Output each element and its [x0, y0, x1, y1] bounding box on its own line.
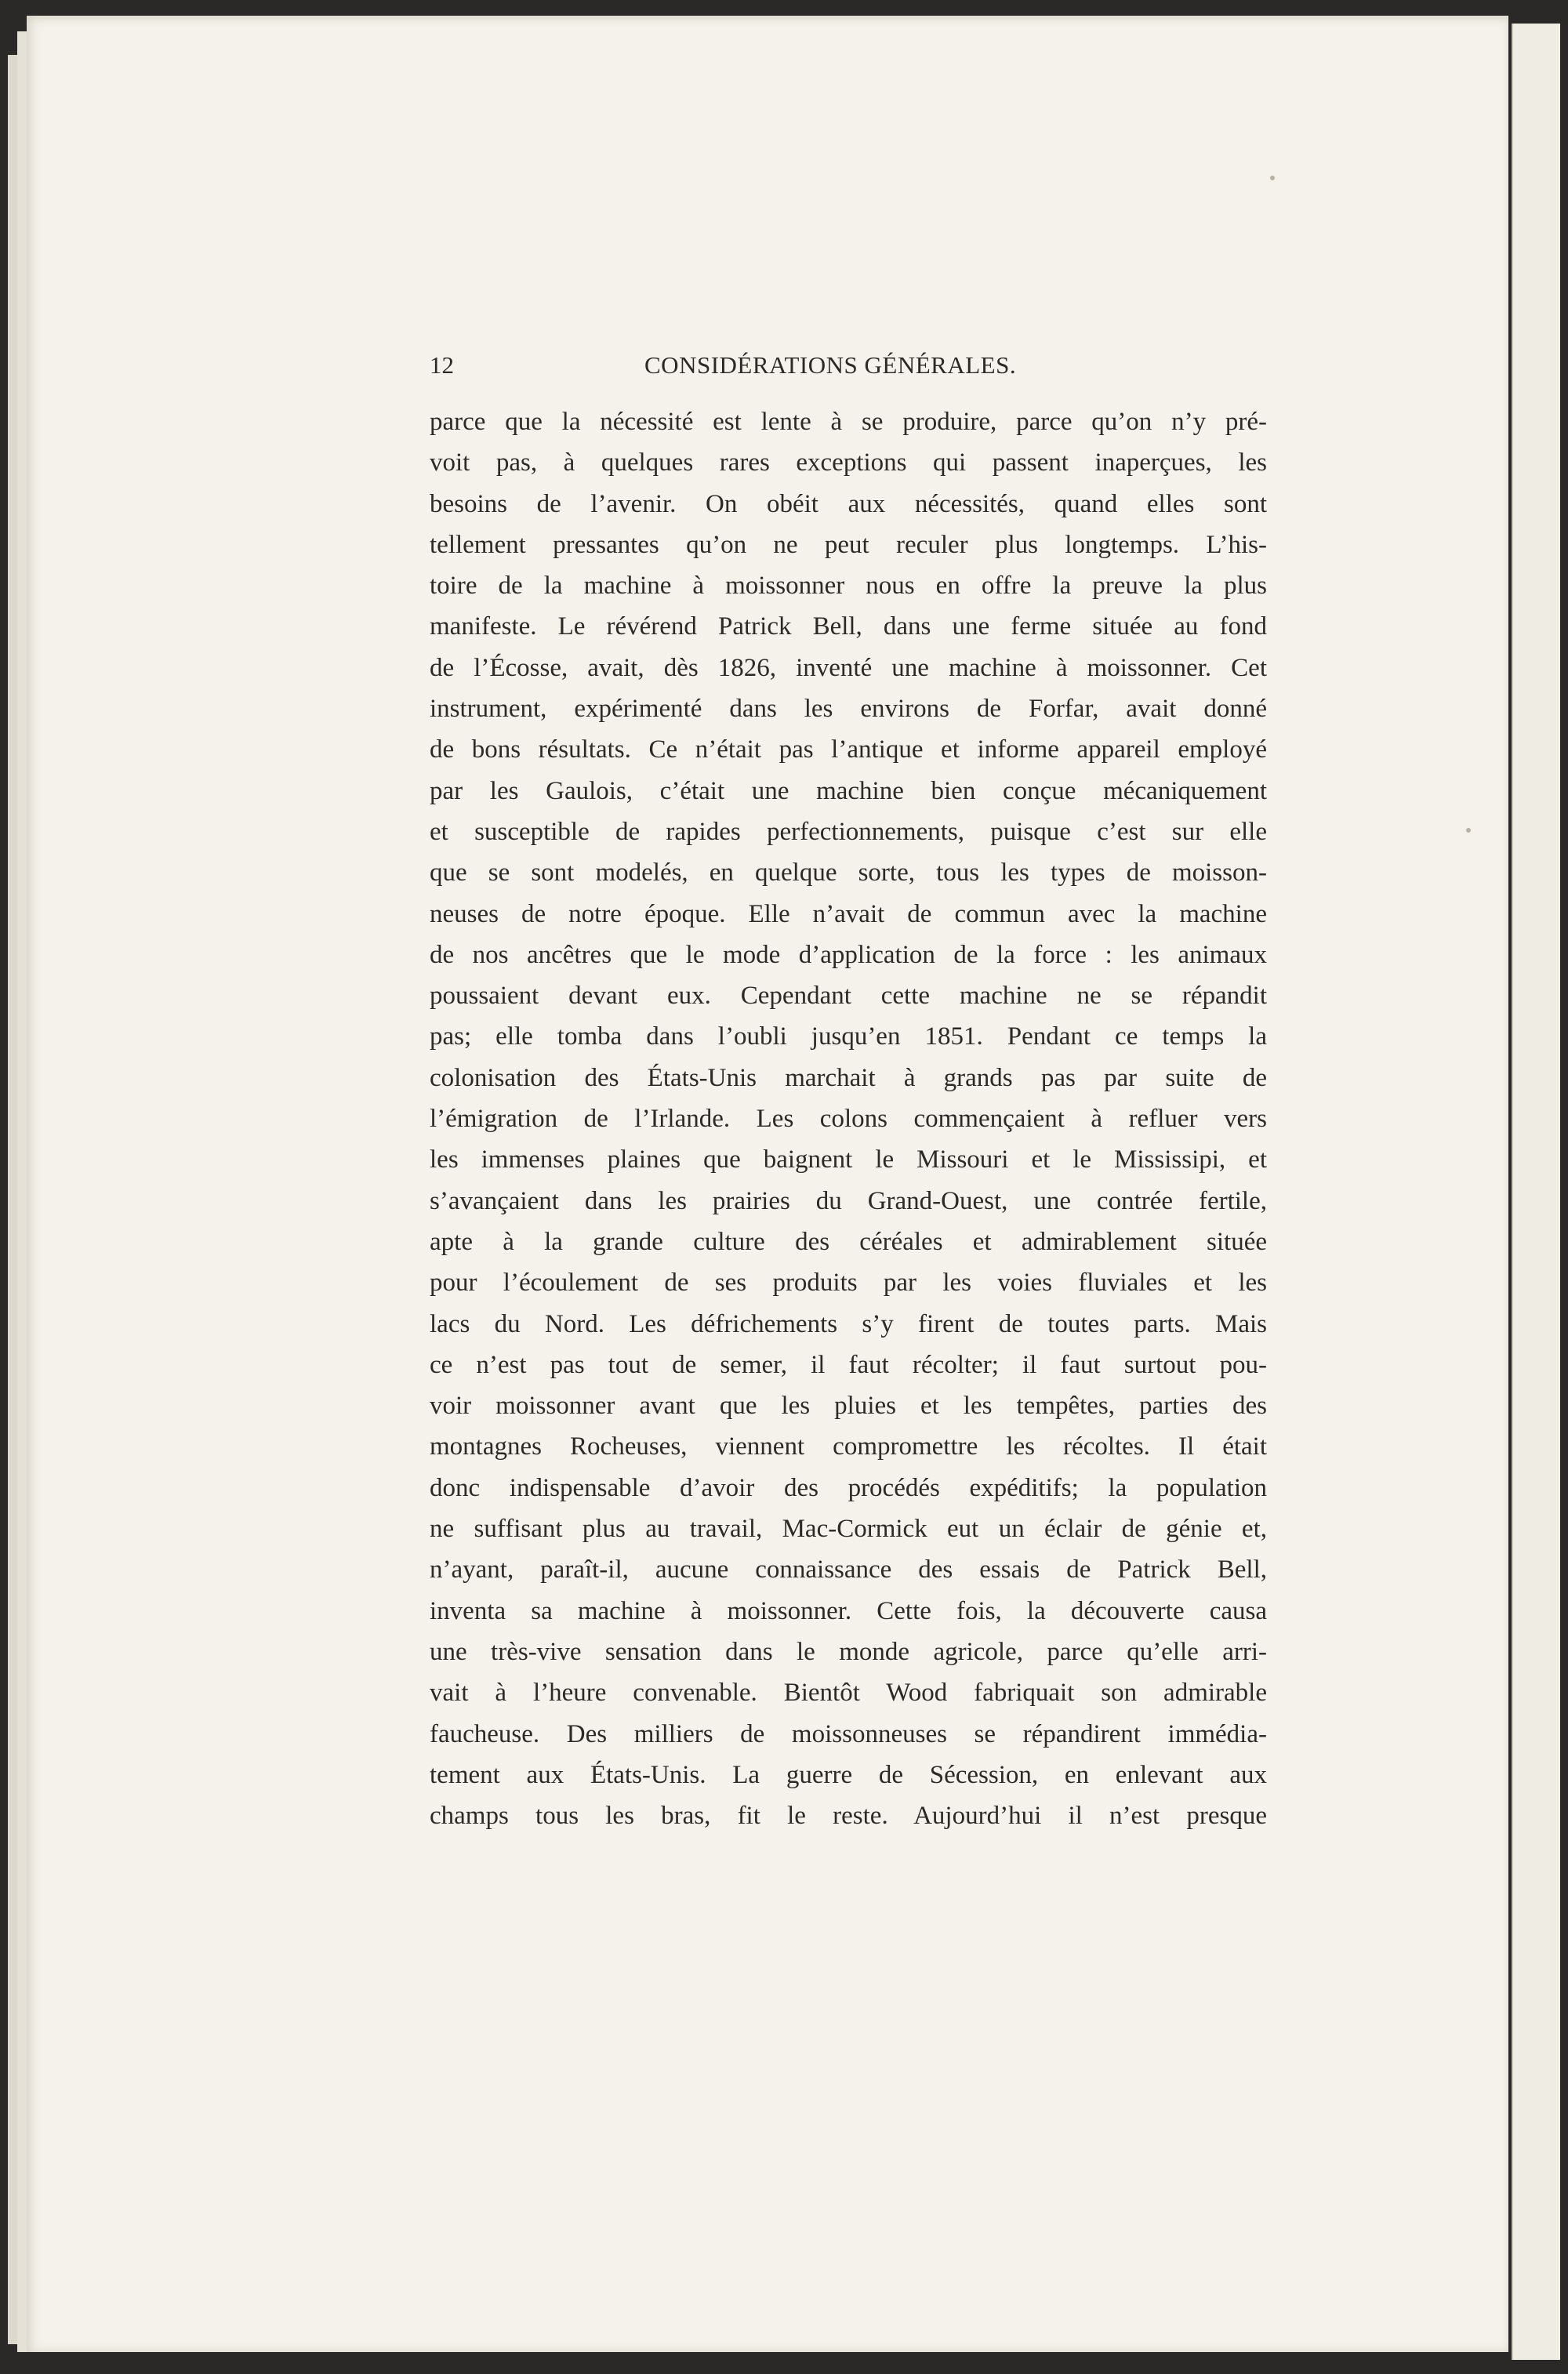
text-line: lacs du Nord. Les défrichements s’y firent de toutes parts. Mais: [430, 1309, 1267, 1338]
text-line: tement aux États-Unis. La guerre de Sécession, en enlevant aux: [430, 1760, 1267, 1789]
text-line: vait à l’heure convenable. Bientôt Wood fabriquait son admirable: [430, 1679, 1267, 1708]
body-text: [430, 401, 1267, 1836]
text-line: par les Gaulois, c’était une machine bien conçue mécaniquement: [430, 776, 1267, 805]
text-line: et susceptible de rapides perfectionnements, puisque c’est sur elle: [430, 817, 1267, 846]
text-line: pour l’écoulement de ses produits par les voies fluviales et les: [430, 1269, 1267, 1298]
text-line: apte à la grande culture des céréales et admirablement située: [430, 1227, 1267, 1256]
text-line: de l’Écosse, avait, dès 1826, inventé une machine à moissonner. Cet: [430, 653, 1267, 682]
text-line: n’ayant, paraît-il, aucune connaissance des essais de Patrick Bell,: [430, 1555, 1267, 1584]
text-line: une très-vive sensation dans le monde agricole, parce qu’elle arri-: [430, 1637, 1267, 1666]
paper-speck: [1466, 828, 1471, 833]
next-page-edge: [1512, 24, 1560, 2360]
text-line: que se sont modelés, en quelque sorte, tous les types de moisson-: [430, 858, 1267, 888]
text-line: manifeste. Le révérend Patrick Bell, dans une ferme située au fond: [430, 612, 1267, 641]
text-line: voit pas, à quelques rares exceptions qui passent inaperçues, les: [430, 448, 1267, 477]
text-line: voir moissonner avant que les pluies et les tempêtes, parties des: [430, 1392, 1267, 1421]
text-line: inventa sa machine à moissonner. Cette fois, la découverte causa: [430, 1596, 1267, 1625]
text-line: toire de la machine à moissonner nous en offre la preuve la plus: [430, 572, 1267, 601]
text-line: donc indispensable d’avoir des procédés expéditifs; la population: [430, 1473, 1267, 1502]
text-line: besoins de l’avenir. On obéit aux nécessités, quand elles sont: [430, 489, 1267, 518]
text-line: colonisation des États-Unis marchait à grands pas par suite de: [430, 1063, 1267, 1092]
running-head: CONSIDÉRATIONS GÉNÉRALES.: [644, 351, 1017, 379]
text-line: faucheuse. Des milliers de moissonneuses se répandirent immédia-: [430, 1719, 1267, 1748]
text-line: tellement pressantes qu’on ne peut reculer plus longtemps. L’his-: [430, 530, 1267, 559]
page-header: [430, 351, 1276, 390]
text-line: de bons résultats. Ce n’était pas l’antique et informe appareil employé: [430, 735, 1267, 764]
text-line: pas; elle tomba dans l’oubli jusqu’en 1851. Pendant ce temps la: [430, 1022, 1267, 1051]
text-line: de nos ancêtres que le mode d’application de la force : les animaux: [430, 940, 1267, 969]
text-line: champs tous les bras, fit le reste. Aujourd’hui il n’est presque: [430, 1802, 1267, 1831]
text-line: s’avançaient dans les prairies du Grand-Ouest, une contrée fertile,: [430, 1186, 1267, 1215]
text-line: les immenses plaines que baignent le Missouri et le Mississipi, et: [430, 1145, 1267, 1174]
text-line: poussaient devant eux. Cependant cette machine ne se répandit: [430, 982, 1267, 1011]
text-line: parce que la nécessité est lente à se produire, parce qu’on n’y pré-: [430, 408, 1267, 436]
text-line: montagnes Rocheuses, viennent compromettre les récoltes. Il était: [430, 1432, 1267, 1461]
text-line: ce n’est pas tout de semer, il faut récolter; il faut surtout pou-: [430, 1350, 1267, 1379]
text-line: neuses de notre époque. Elle n’avait de commun avec la machine: [430, 899, 1267, 928]
page-number: 12: [430, 351, 454, 379]
text-line: l’émigration de l’Irlande. Les colons commençaient à refluer vers: [430, 1105, 1267, 1134]
text-line: instrument, expérimenté dans les environs de Forfar, avait donné: [430, 695, 1267, 724]
paper-speck: [1270, 176, 1275, 180]
text-line: ne suffisant plus au travail, Mac-Cormick eut un éclair de génie et,: [430, 1515, 1267, 1544]
